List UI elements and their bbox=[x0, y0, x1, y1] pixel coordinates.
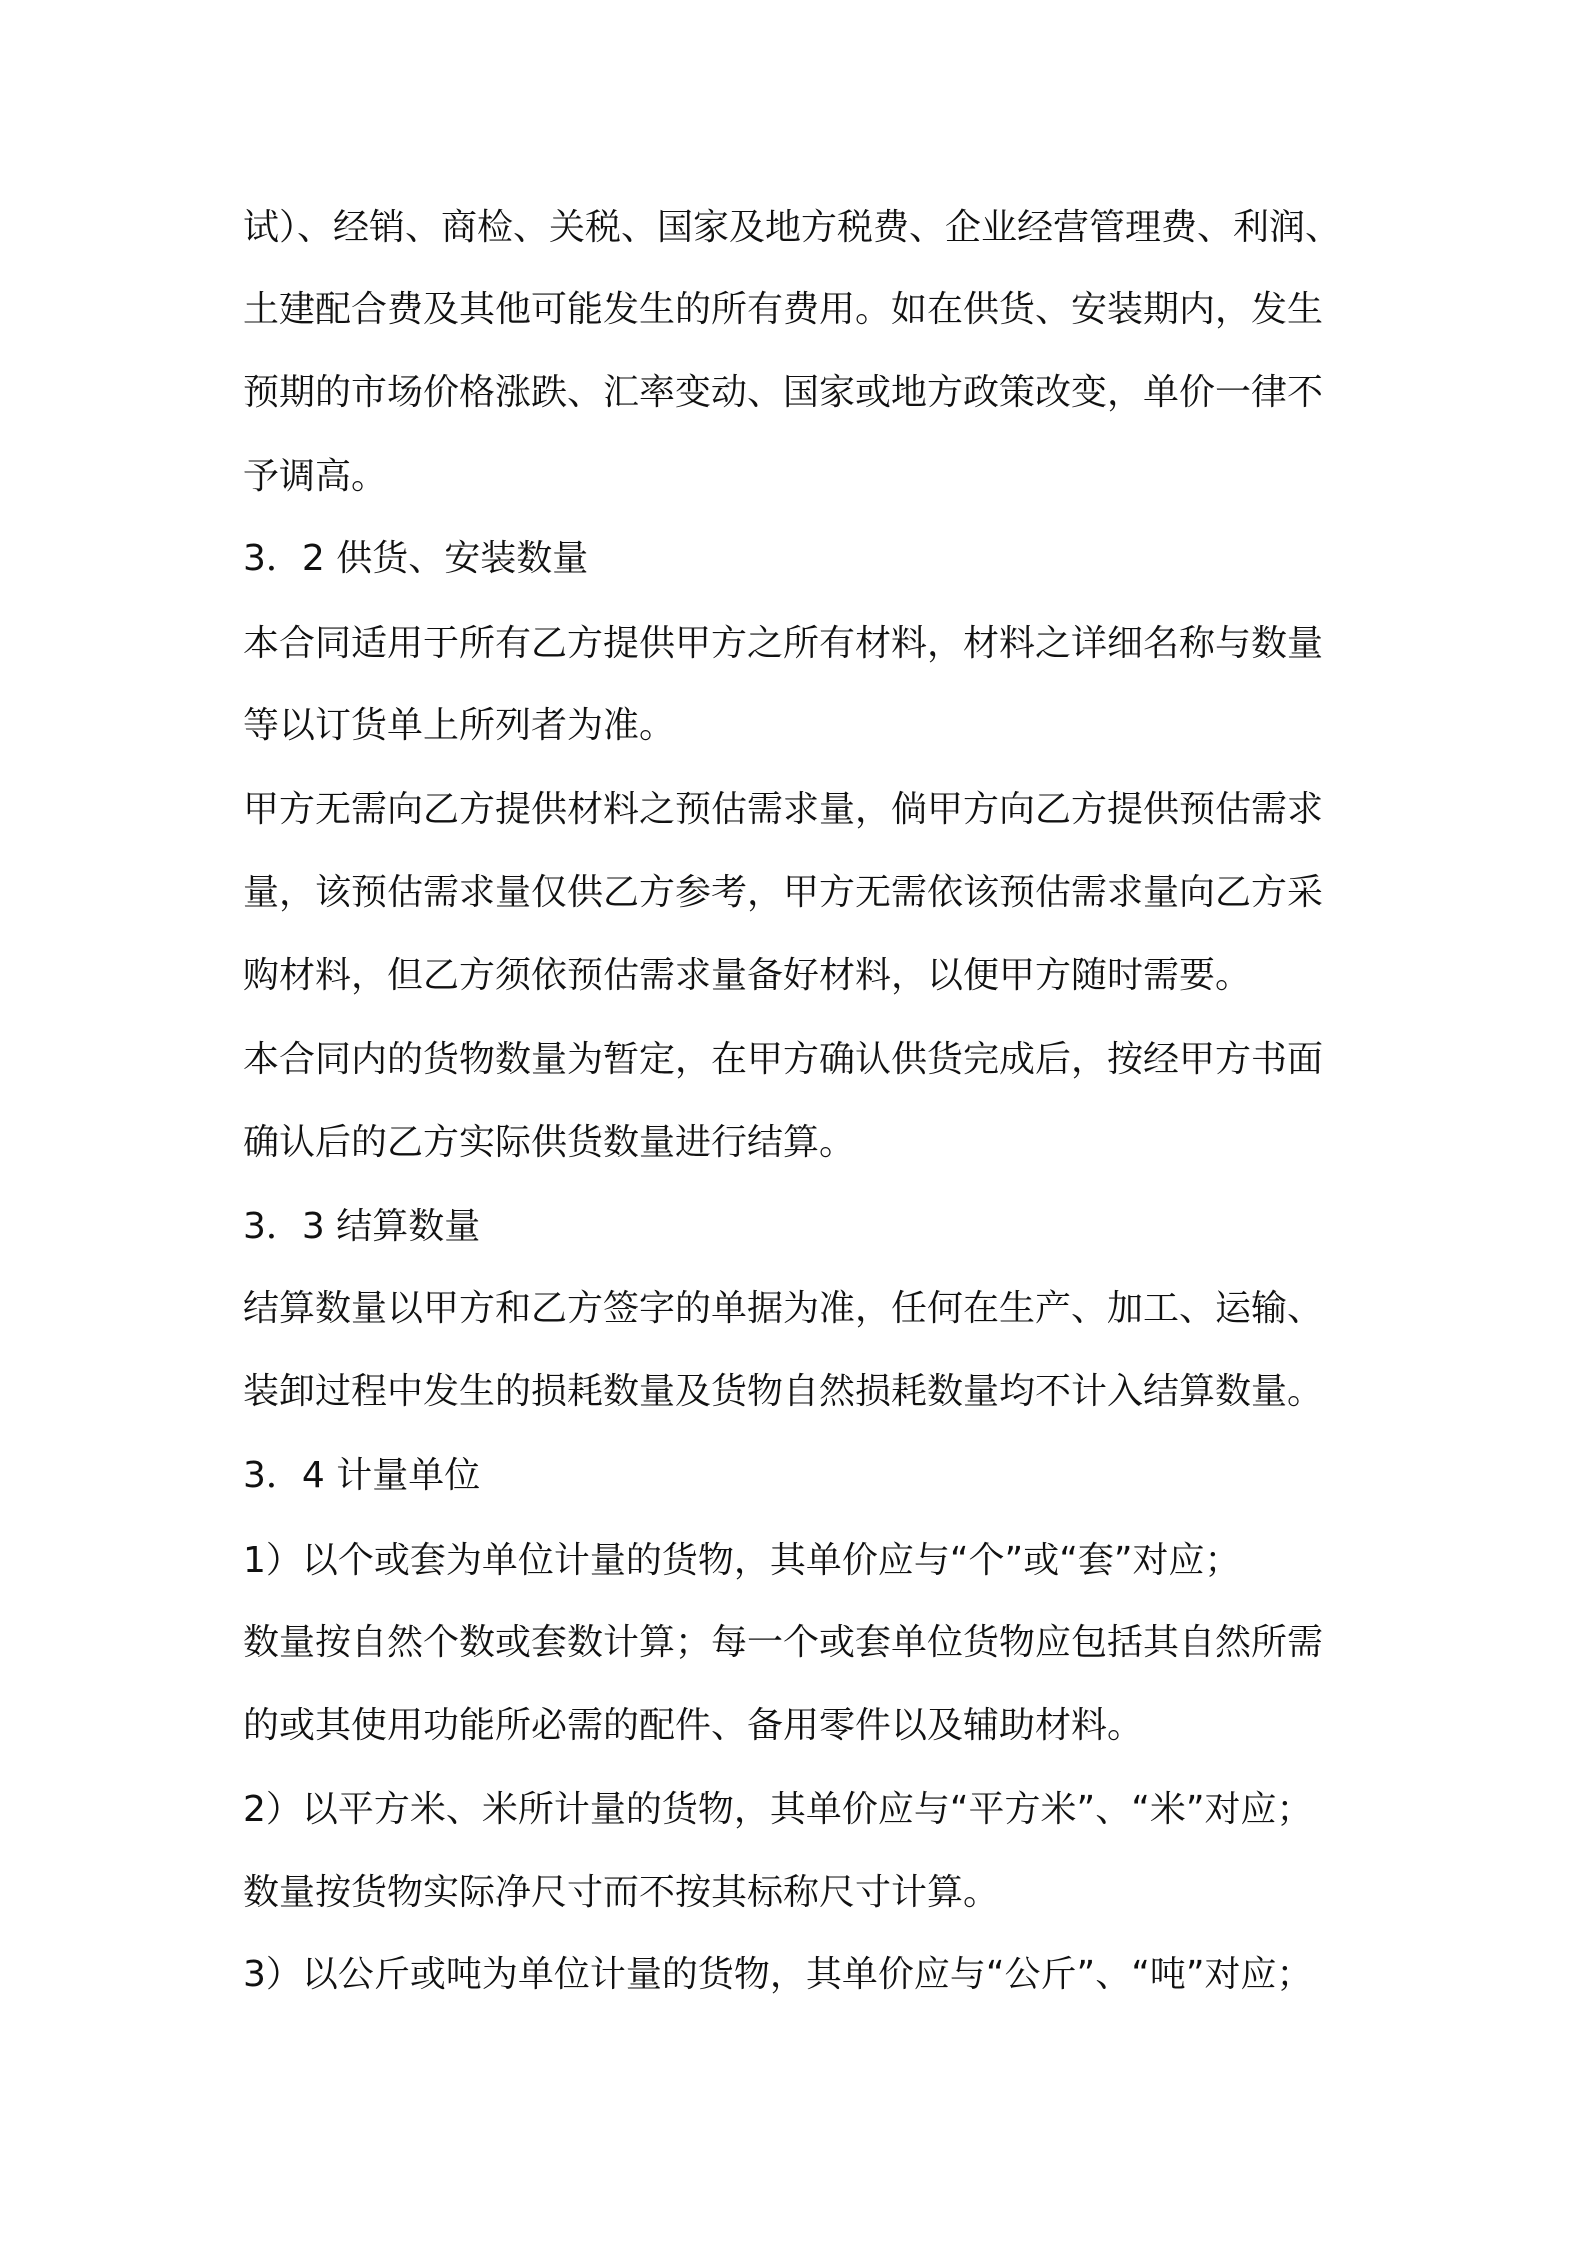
paragraph-line: 数量按货物实际净尺寸而不按其标称尺寸计算。 bbox=[243, 1872, 1000, 1913]
paragraph-line: 预期的市场价格涨跌、汇率变动、国家或地方政策改变，单价一律不 bbox=[243, 372, 1324, 413]
paragraph-line: 予调高。 bbox=[243, 456, 388, 497]
paragraph-line: 本合同内的货物数量为暂定，在甲方确认供货完成后，按经甲方书面 bbox=[243, 1039, 1324, 1080]
paragraph-line: 试）、经销、商检、关税、国家及地方税费、企业经营管理费、利润、 bbox=[243, 207, 1342, 248]
paragraph-line: 量，该预估需求量仅供乙方参考，甲方无需依该预估需求量向乙方采 bbox=[243, 872, 1324, 913]
paragraph-line: 2）以平方米、米所计量的货物，其单价应与“平方米”、“米”对应； bbox=[243, 1789, 1313, 1830]
paragraph-line: 土建配合费及其他可能发生的所有费用。如在供货、安装期内，发生 bbox=[243, 289, 1324, 330]
paragraph-line: 本合同适用于所有乙方提供甲方之所有材料，材料之详细名称与数量 bbox=[243, 623, 1324, 664]
paragraph-line: 3）以公斤或吨为单位计量的货物，其单价应与“公斤”、“吨”对应； bbox=[243, 1954, 1313, 1995]
paragraph-line: 购材料，但乙方须依预估需求量备好材料，以便甲方随时需要。 bbox=[243, 955, 1252, 996]
section-heading: 3．2 供货、安装数量 bbox=[243, 538, 589, 579]
paragraph-line: 数量按自然个数或套数计算；每一个或套单位货物应包括其自然所需 bbox=[243, 1622, 1324, 1663]
paragraph-line: 确认后的乙方实际供货数量进行结算。 bbox=[243, 1122, 856, 1163]
section-heading: 3．4 计量单位 bbox=[243, 1455, 481, 1496]
paragraph-line: 甲方无需向乙方提供材料之预估需求量，倘甲方向乙方提供预估需求 bbox=[243, 789, 1324, 830]
paragraph-line: 1）以个或套为单位计量的货物，其单价应与“个”或“套”对应； bbox=[243, 1540, 1241, 1581]
paragraph-line: 等以订货单上所列者为准。 bbox=[243, 705, 676, 746]
section-heading: 3．3 结算数量 bbox=[243, 1206, 481, 1247]
paragraph-line: 结算数量以甲方和乙方签字的单据为准，任何在生产、加工、运输、 bbox=[243, 1288, 1324, 1329]
paragraph-line: 装卸过程中发生的损耗数量及货物自然损耗数量均不计入结算数量。 bbox=[243, 1371, 1324, 1412]
paragraph-line: 的或其使用功能所必需的配件、备用零件以及辅助材料。 bbox=[243, 1705, 1144, 1746]
